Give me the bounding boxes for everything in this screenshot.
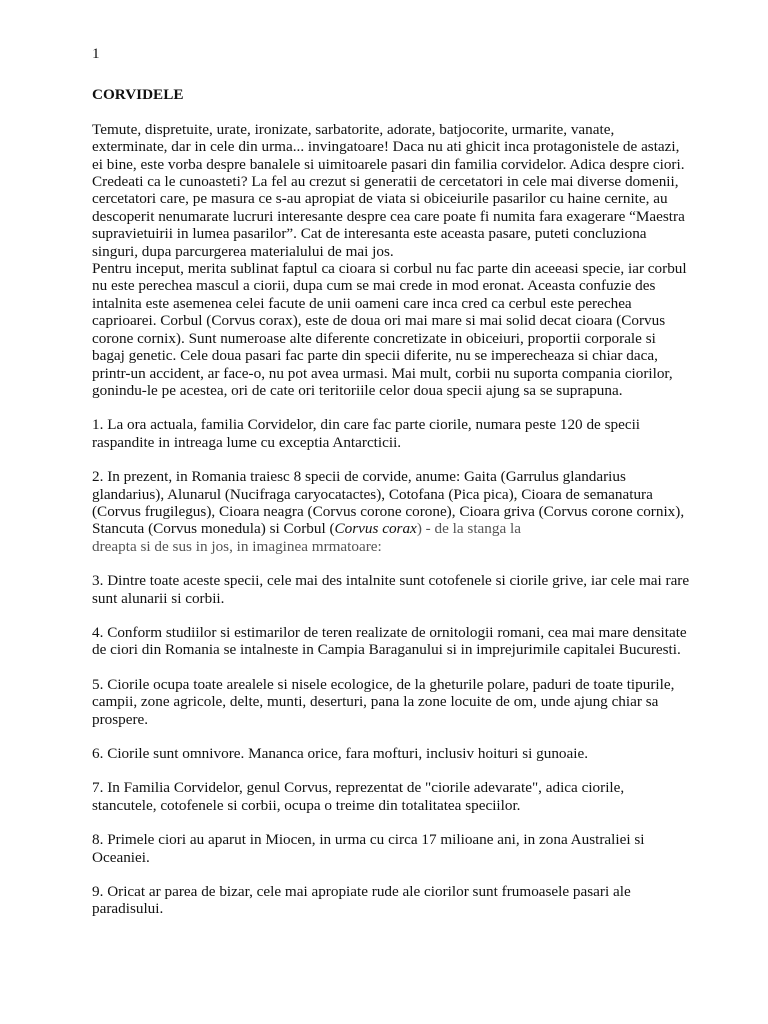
- fact-5: 5. Ciorile ocupa toate arealele si nisele ecologice, de la gheturile polare, paduri de toate tipurile, campii, zone agricole, delte, munti, deserturi, pana la zone locuite de om, unde ajung chiar sa prospere.: [92, 675, 675, 728]
- fact-4: 4. Conform studiilor si estimarilor de teren realizate de ornitologii romani, cea mai mare densitate de ciori din Romania se intalneste in Campia Baraganului si in imprejurimile capitalei Bucuresti.: [92, 623, 687, 659]
- fact-2-text-cont: ) - de la stanga la: [416, 520, 521, 538]
- fact-9: 9. Oricat ar parea de bizar, cele mai apropiate rude ale ciorilor sunt frumoasele pasari ale paradisului.: [92, 883, 631, 918]
- fact-2-text: 2. In prezent, in Romania traiesc 8 specii de corvide, anume: Gaita (Garrulus glandarius glandarius), Alunarul (Nucifraga caryocatactes), Cotofana (Pica pica), Cioara de semanatura (Corvus frugilegus), Cioara neagra (Corvus corone corone), Cioara griva (Corvus corone cornix), Stancuta (Corvus monedula) si Corbul (: [92, 468, 685, 538]
- fact-1: 1. La ora actuala, familia Corvidelor, din care fac parte ciorile, numara peste 120 de specii raspandite in intreaga lume cu exceptia Antarcticii.: [92, 416, 641, 451]
- intro-paragraph-2: Pentru inceput, merita sublinat faptul ca cioara si corbul nu fac parte din aceeasi specie, iar corbul nu este perechea mascul a ciorii, dupa cum se mai crede in mod eronat. Aceasta confuzie des intalnita este asemenea celei facute de unii oameni care inca cred ca cerbul este perechea caprioarei. Corbul (Corvus corax), este de doua ori mai mare si mai solid decat cioara (Corvus corone cornix). Sunt numeroase alte diferente concretizate in obiceiuri, proportii corporale si bagaj genetic. Cele doua pasari fac parte din specii diferite, nu se imperecheaza si chiar daca, printr-un accident, ar face-o, nu pot avea urmasi. Mai mult, corbii nu suporta compania ciorilor, gonindu-le pe acestea, ori de cate ori teritoriile celor doua specii ajung sa se suprapuna.: [92, 260, 687, 399]
- document-page: [92, 45, 692, 918]
- intro-paragraph-1: Temute, dispretuite, urate, ironizate, sarbatorite, adorate, batjocorite, urmarite, vanate, exterminate, dar in cele din urma... invingatoare! Daca nu ati ghicit inca protagonistele de astazi, ei bine, este vorba despre banalele si uimitoarele pasari din familia corvidelor. Adica despre ciori. Credeati ca le cunoasteti? La fel au crezut si generatii de cercetatori in cele mai diverse domenii, cercetatori care, pe masura ce s-au apropiat de viata si obiceiurile pasarilor cu haine cernite, au descoperit nenumarate lucruri interesante despre cea care poate fi numita fara exagerare “Maestra supravietuirii in lumea pasarilor”. Cat de interesanta este aceasta pasare, puteti concluziona singuri, dupa parcurgerea materialului de mai jos.: [92, 120, 685, 260]
- fact-3: 3. Dintre toate aceste specii, cele mai des intalnite sunt cotofenele si ciorile grive, iar cele mai rare sunt alunarii si corbii.: [92, 572, 690, 607]
- fact-2-italic-species: Corvus corax: [334, 520, 417, 538]
- fact-6: 6. Ciorile sunt omnivore. Mananca orice, fara mofturi, inclusiv hoituri si gunoaie.: [92, 745, 589, 762]
- page-number: 1: [92, 45, 100, 62]
- fact-2-text-end: dreapta si de sus in jos, in imaginea mrmatoare:: [92, 537, 382, 555]
- document-title: CORVIDELE: [92, 86, 184, 104]
- fact-2: [92, 468, 692, 555]
- fact-7: 7. In Familia Corvidelor, genul Corvus, reprezentat de "ciorile adevarate", adica ciorile, stancutele, cotofenele si corbii, ocupa o treime din totalitatea speciilor.: [92, 779, 625, 814]
- fact-8: 8. Primele ciori au aparut in Miocen, in urma cu circa 17 milioane ani, in zona Australiei si Oceaniei.: [92, 831, 645, 866]
